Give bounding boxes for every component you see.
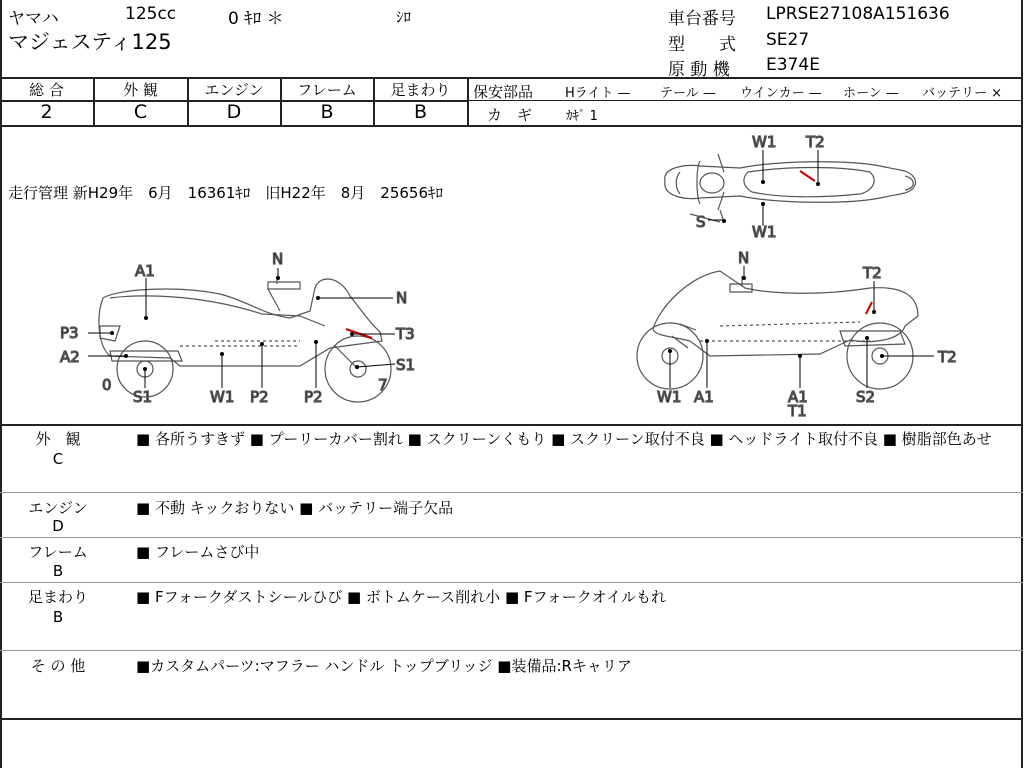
remark-text-engine: ■ 不動 キックおりない ■ バッテリー端子欠品 <box>136 499 454 517</box>
safety-item: バッテリー × <box>922 86 1003 101</box>
engine-cc: 125cc <box>125 4 177 24</box>
label-A1-right-b: A1 <box>788 388 808 406</box>
remark-grade-suspension: B <box>52 608 64 626</box>
remark-label-engine: エンジン <box>28 499 88 517</box>
safety-item: ホーン — <box>843 86 899 101</box>
top-view-scooter <box>665 154 916 222</box>
remark-text-frame: ■ フレームさび中 <box>136 543 260 561</box>
remark-text-exterior: ■ 各所うすきず ■ プーリーカバー割れ ■ スクリーンくもり ■ スクリーン取付不良 ■ ヘッドライト取付不良 ■ 樹脂部色あせ <box>136 430 992 448</box>
safety-item: ウインカー — <box>740 86 822 101</box>
remark-label-suspension: 足まわり <box>27 588 88 606</box>
label-T1-right: T1 <box>788 402 807 420</box>
label-T2-right-top: T2 <box>863 264 882 282</box>
label-S-top: S <box>696 213 706 231</box>
label-A2-left: A2 <box>60 348 80 366</box>
grade-value-suspension: B <box>413 101 428 123</box>
label-P3-left: P3 <box>60 324 79 342</box>
divider-remarks-5 <box>0 718 1023 720</box>
remark-label-exterior: 外 観 <box>35 430 81 448</box>
scooter-diagram <box>0 126 1024 426</box>
damage-mark-right <box>866 302 872 314</box>
divider-remarks-2 <box>0 537 1023 538</box>
key-label: カ ギ <box>487 106 533 124</box>
remark-text-suspension: ■ Fフォークダストシールひび ■ ボトムケース削れ小 ■ Fフォークオイルもれ <box>136 588 667 606</box>
grade-value-overall: 2 <box>40 101 53 123</box>
safety-item: Hライト — <box>565 86 631 101</box>
grade-label-exterior: 外 観 <box>123 81 158 99</box>
remark-grade-engine: D <box>52 517 64 535</box>
safety-item: テール — <box>660 86 716 101</box>
label-T2-top: T2 <box>806 133 825 151</box>
type-value: SE27 <box>766 30 810 50</box>
odometer: 0 ｷﾛ ＊ <box>228 9 284 29</box>
grade-label-frame: フレーム <box>297 81 357 99</box>
grade-value-exterior: C <box>133 101 148 123</box>
right-view-scooter <box>637 271 918 389</box>
grade-label-overall: 総 合 <box>29 81 64 99</box>
remark-text-other: ■カスタムパーツ:マフラー ハンドル トップブリッジ ■装備品:Rキャリア <box>136 657 632 675</box>
key-value: ｶｷﾞ 1 <box>566 109 598 124</box>
grade-label-suspension: 足まわり <box>390 81 451 99</box>
divider-remarks-4 <box>0 650 1023 651</box>
chassis-label: 車台番号 <box>668 9 736 29</box>
maker-name: ヤマハ <box>8 9 59 29</box>
label-N-right: N <box>738 249 750 267</box>
left-view-scooter <box>99 276 391 402</box>
engine-model: E374E <box>766 55 820 75</box>
grade-value-frame: B <box>320 101 334 123</box>
label-A1-right-a: A1 <box>694 388 714 406</box>
body-color: ｼﾛ <box>396 8 412 26</box>
label-T3-left: T3 <box>396 325 415 343</box>
label-W1-bottom: W1 <box>752 223 777 241</box>
label-A1-left: A1 <box>135 262 155 280</box>
model-name: マジェスティ125 <box>8 30 172 54</box>
label-T2-right: T2 <box>938 348 957 366</box>
grade-label-engine: エンジン <box>204 81 264 99</box>
remark-label-other: そ の 他 <box>30 657 86 675</box>
label-N-left: N <box>396 289 408 307</box>
remark-grade-exterior: C <box>52 450 64 468</box>
label-W1-left: W1 <box>210 388 235 406</box>
label-P2-left-b: P2 <box>304 388 323 406</box>
label-S2-right: S2 <box>856 388 876 406</box>
label-W1-right: W1 <box>657 388 682 406</box>
safety-label: 保安部品 <box>473 83 534 101</box>
type-label: 型 式 <box>668 35 736 55</box>
label-S1-left-right: S1 <box>396 356 416 374</box>
label-S1-left: S1 <box>133 388 153 406</box>
grade-value-engine: D <box>226 101 242 123</box>
divider-remarks-1 <box>0 492 1023 493</box>
chassis-number: LPRSE27108A151636 <box>766 4 950 24</box>
label-7-left: 7 <box>378 376 388 394</box>
label-0-left: 0 <box>102 376 112 394</box>
engine-label: 原 動 機 <box>668 60 730 80</box>
remark-grade-frame: B <box>52 562 64 580</box>
remark-label-frame: フレーム <box>28 543 88 561</box>
label-P2-left-a: P2 <box>250 388 269 406</box>
divider-remarks-3 <box>0 582 1023 583</box>
damage-mark-top <box>800 171 815 181</box>
mileage-history: 走行管理 新H29年 6月 16361ｷﾛ 旧H22年 8月 25656ｷﾛ <box>8 184 444 202</box>
label-W1-top: W1 <box>752 133 777 151</box>
grade-col-sep-5 <box>467 77 469 125</box>
label-N-left-top: N <box>272 250 284 268</box>
